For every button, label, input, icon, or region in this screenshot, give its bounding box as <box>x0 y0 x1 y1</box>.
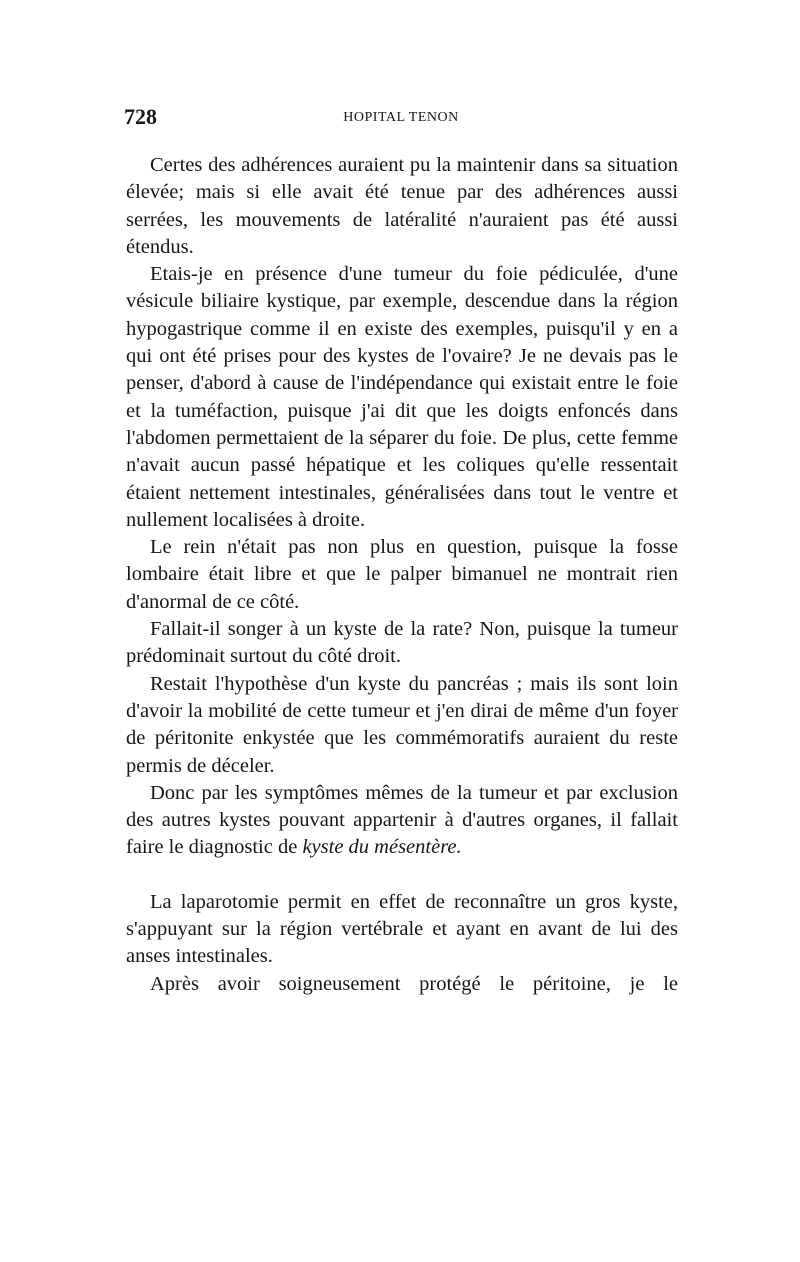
paragraph-rein: Le rein n'était pas non plus en question, puisque la fosse lombaire était libre et que le palper bimanuel ne montrait rien d'anormal de ce côté. <box>126 536 678 613</box>
paragraph-tumeur-foie: Etais-je en présence d'une tumeur du foie pédiculée, d'une vésicule biliaire kystique, par exemple, descendue dans la région hypogastrique comme il en existe des exemples, puisqu'il y en a qui ont été prises pour des kystes de l'ovaire? Je ne devais pas le penser, d'abord à cause de l'indépendance qui existait entre le foie et la tuméfaction, puisque j'ai dit que les doigts enfoncés dans l'abdomen permettaient de la séparer du foie. De plus, cette femme n'avait aucun passé hépatique et les coliques qu'elle ressentait étaient nettement intestinales, généralisées dans tout le ventre et nullement localisées à droite. <box>126 263 678 531</box>
paragraph-pancreas: Restait l'hypothèse d'un kyste du pancréas ; mais ils sont loin d'avoir la mobilité de cette tumeur et j'en dirai de même d'un foyer de péritonite enkystée que les commémoratifs auraient du reste permis de déceler. <box>126 672 678 777</box>
paragraph-adherences: Certes des adhérences auraient pu la maintenir dans sa situation élevée; mais si elle avait été tenue par des adhérences aussi serrées, les mouvements de latéralité n'auraient pas été aussi étendus. <box>126 154 678 258</box>
page-number: 728 <box>124 104 157 129</box>
paragraph-diagnostic <box>126 780 678 862</box>
paragraph-continuation: Après avoir soigneusement protégé le péritoine, je le <box>150 972 678 995</box>
running-title: HOPITAL TENON <box>343 110 459 125</box>
diagnostic-emphasis: kyste du mésentère. <box>302 836 462 859</box>
body-text <box>126 152 678 998</box>
diagnostic-text: Donc par les symptômes mêmes de la tumeur et par exclusion des autres kystes pouvant appartenir à d'autres organes, il fallait faire le diagnostic de <box>126 781 678 859</box>
paragraph-laparotomie: La laparotomie permit en effet de reconnaître un gros kyste, s'appuyant sur la région vertébrale et ayant en avant de lui des anses intestinales. <box>126 890 678 968</box>
paragraph-rate: Fallait-il songer à un kyste de la rate? Non, puisque la tumeur prédominait surtout du côté droit. <box>126 618 678 668</box>
page-header <box>124 104 678 132</box>
